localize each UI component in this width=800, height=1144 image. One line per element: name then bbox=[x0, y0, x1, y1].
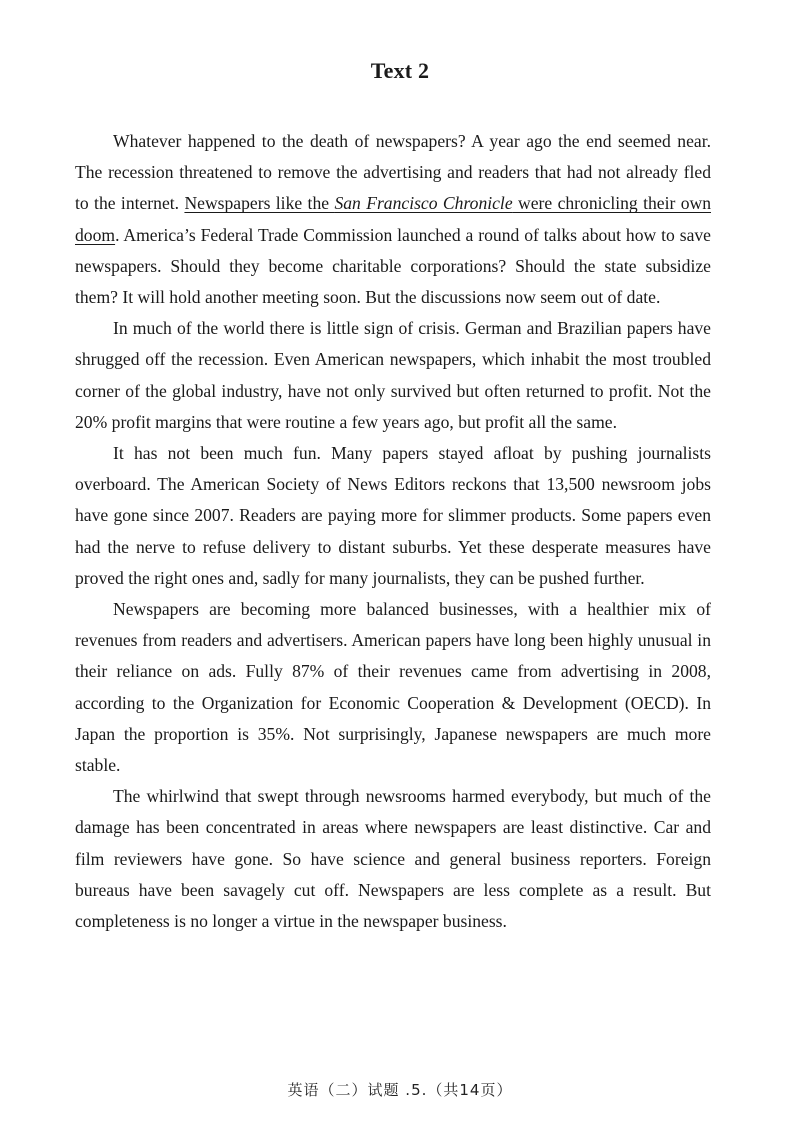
page-footer: 英语（二）试题 .5.（共14页） bbox=[287, 1081, 513, 1099]
paragraph-4: Newspapers are becoming more balanced businesses, with a healthier mix of revenues from readers and advertisers. American papers have long been highly unusual in their reliance on ads. Fully 87% of their revenues came from advertising in 2008, according to the Organization for Economic Cooperation & Development (OECD). In Japan the proportion is 35%. Not surprisingly, Japanese newspapers are much more stable. bbox=[75, 599, 711, 776]
page-title: Text 2 bbox=[370, 58, 430, 83]
paragraph-3: It has not been much fun. Many papers stayed afloat by pushing journalists overboard. The American Society of News Editors reckons that 13,500 newsroom jobs have gone since 2007. Readers are paying more for slimmer products. Some papers even had the nerve to refuse delivery to distant suburbs. Yet these desperate measures have proved the right ones and, sadly for many journalists, they can be pushed further. bbox=[75, 443, 711, 588]
paragraph-1 bbox=[75, 126, 711, 313]
paragraph-1-rest: . America’s Federal Trade Commission launched a round of talks about how to save newspapers. Should they become charitable corporations? Should the state subsidize them? It will hold another meeting soon. But the discussions now seem out of date. bbox=[75, 224, 711, 308]
paragraph-2: In much of the world there is little sign of crisis. German and Brazilian papers have shrugged off the recession. Even American newspapers, which inhabit the most troubled corner of the global industry, have not only survived but often returned to profit. Not the 20% profit margins that were routine a few years ago, but profit all the same. bbox=[75, 318, 711, 432]
underlined-part-2: were chronicling their own doom bbox=[75, 193, 711, 245]
underlined-part-1: Newspapers like the bbox=[184, 193, 335, 214]
newspaper-name: San Francisco Chronicle bbox=[334, 193, 513, 214]
paragraph-1-intro: Whatever happened to the death of newspapers? A year ago the end seemed near. The recession threatened to remove the advertising and readers that had not already fled to the internet. bbox=[75, 131, 711, 214]
paragraph-5: The whirlwind that swept through newsrooms harmed everybody, but much of the damage has been concentrated in areas where newspapers are least distinctive. Car and film reviewers have gone. So have science and general business reporters. Foreign bureaus have been savagely cut off. Newspapers are less complete as a result. But completeness is no longer a virtue in the newspaper business. bbox=[75, 786, 711, 932]
reading-passage bbox=[75, 126, 711, 937]
